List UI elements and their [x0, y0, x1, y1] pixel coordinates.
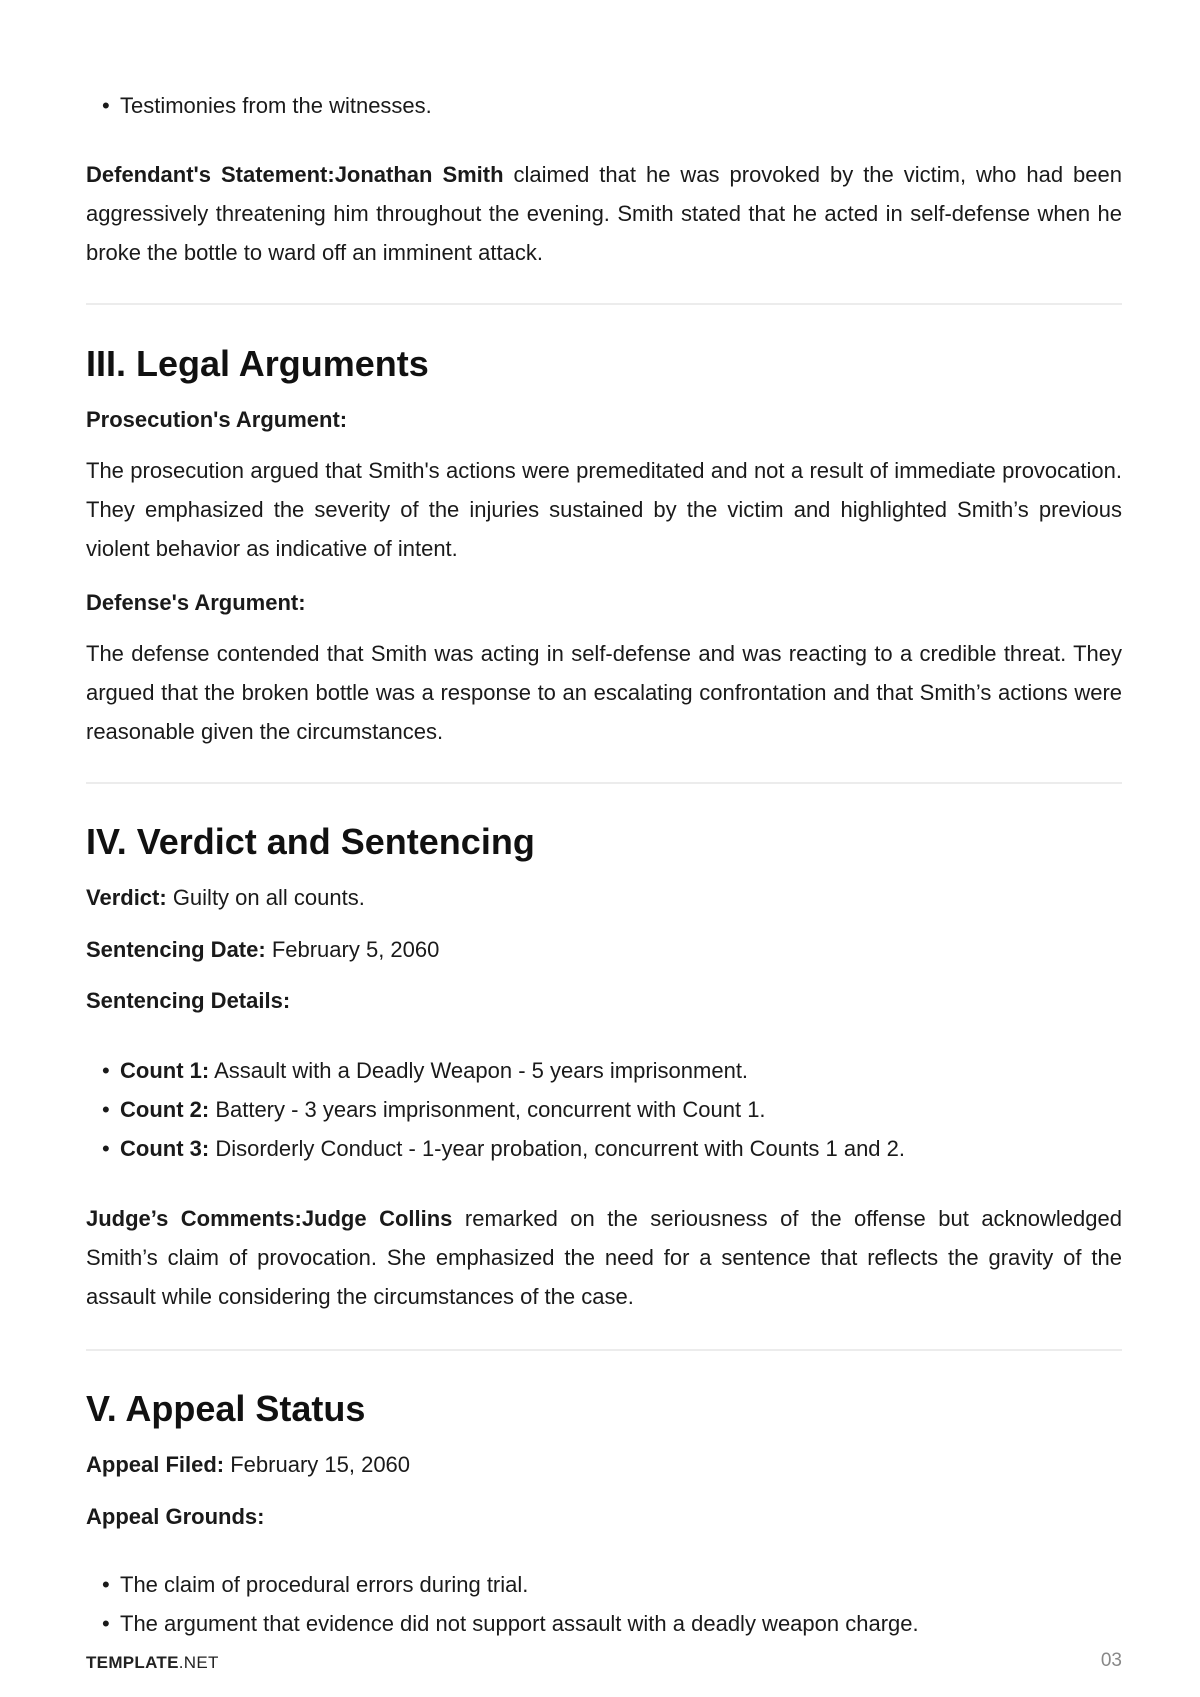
- section-heading-appeal: V. Appeal Status: [86, 1388, 366, 1429]
- counts-list: [86, 1051, 1122, 1168]
- appeal-grounds-list: [86, 1565, 1122, 1643]
- appeal-grounds-label: Appeal Grounds:: [86, 1504, 265, 1529]
- defendant-name: Jonathan Smith: [334, 162, 504, 187]
- prosecution-text: The prosecution argued that Smith's actions were premeditated and not a result of immediate provocation. They emphasized the severity of the injuries sustained by the victim and highlighted Smith’s previous violent behavior as indicative of intent.: [86, 458, 1122, 561]
- page-number: 03: [1100, 1650, 1122, 1671]
- defense-label: Defense's Argument:: [86, 590, 306, 615]
- verdict-line: [86, 878, 1122, 917]
- verdict-value: Guilty on all counts.: [166, 885, 365, 910]
- list-item: • Count 1: Assault with a Deadly Weapon - 5 years imprisonment.: [120, 1051, 1122, 1090]
- evidence-list: [86, 86, 1122, 125]
- prosecution-label: Prosecution's Argument:: [86, 407, 348, 432]
- judge-name: Judge Collins: [301, 1206, 453, 1231]
- judge-text: remarked on the seriousness of the offense but acknowledged Smith’s claim of provocation. She emphasized the need for a sentence that reflects the gravity of the assault while considering the circumstances of the case.: [86, 1206, 1122, 1309]
- sentencing-date-label: Sentencing Date:: [86, 937, 266, 962]
- section-divider: [86, 303, 1122, 305]
- list-item: • Testimonies from the witnesses.: [120, 86, 1122, 125]
- section-divider: [86, 782, 1122, 784]
- defendant-text: claimed that he was provoked by the victim, who had been aggressively threatening him throughout the evening. Smith stated that he acted in self-defense when he broke the bottle to ward off an imminent attack.: [86, 162, 1122, 265]
- defendant-label: Defendant's Statement:: [86, 162, 335, 187]
- list-item: • Count 2: Battery - 3 years imprisonment, concurrent with Count 1.: [120, 1090, 1122, 1129]
- list-item: • Count 3: Disorderly Conduct - 1-year probation, concurrent with Counts 1 and 2.: [120, 1129, 1122, 1168]
- defense-text: The defense contended that Smith was acting in self-defense and was reacting to a credible threat. They argued that the broken bottle was a response to an escalating confrontation and that Smith’s actions were reasonable given the circumstances.: [86, 641, 1122, 744]
- section-heading-legal: III. Legal Arguments: [86, 343, 429, 384]
- appeal-filed-label: Appeal Filed:: [86, 1452, 225, 1477]
- section-heading-verdict: IV. Verdict and Sentencing: [86, 821, 535, 862]
- appeal-filed-line: [86, 1445, 1122, 1484]
- list-item: • The claim of procedural errors during trial.: [120, 1565, 1122, 1604]
- sentencing-details-label: Sentencing Details:: [86, 988, 291, 1013]
- judge-label: Judge’s Comments:: [86, 1206, 302, 1231]
- sentencing-date-line: [86, 930, 1122, 969]
- section-divider: [86, 1349, 1122, 1351]
- verdict-label: Verdict:: [86, 885, 167, 910]
- judge-comments: [86, 1199, 1122, 1316]
- appeal-filed-value: February 15, 2060: [224, 1452, 411, 1477]
- template-logo[interactable]: TEMPLATE.NET: [86, 1653, 219, 1672]
- sentencing-date-value: February 5, 2060: [265, 937, 440, 962]
- list-item: • The argument that evidence did not support assault with a deadly weapon charge.: [120, 1604, 1122, 1643]
- defendant-statement: [86, 155, 1122, 272]
